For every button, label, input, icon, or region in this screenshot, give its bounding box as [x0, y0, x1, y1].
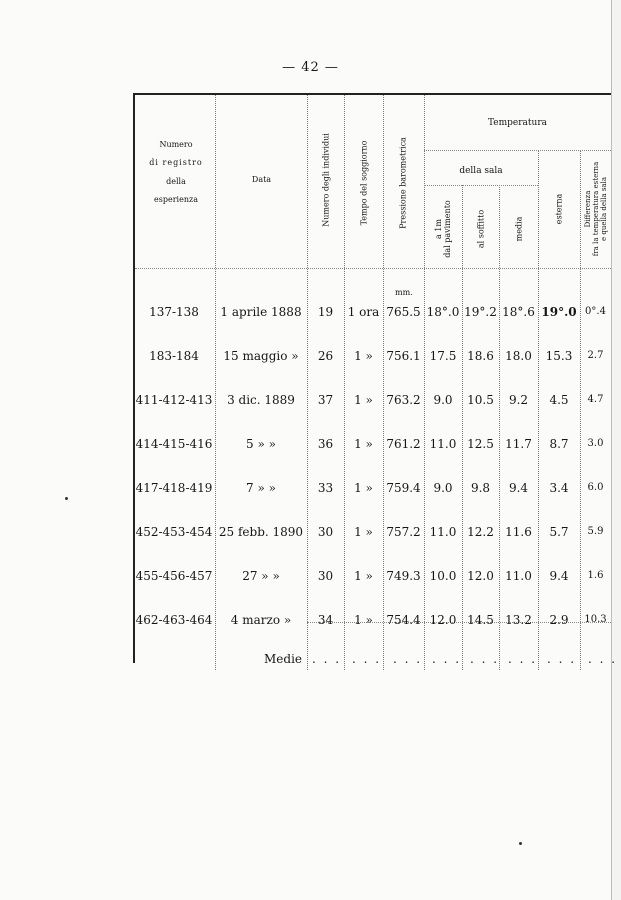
header-temperatura: Temperatura: [487, 118, 547, 128]
cell-ind: 36: [317, 437, 334, 451]
cell-soff: 12.5: [467, 437, 494, 451]
medie-label: Medie: [264, 652, 303, 666]
page-edge: [611, 0, 621, 900]
header-soggiorno: Tempo del soggiorno: [359, 140, 369, 226]
cell-data: 1 aprile 1888: [220, 305, 302, 319]
cell-registro: 452-453-454: [135, 525, 213, 539]
cell-tempo: 1 »: [354, 525, 373, 539]
cell-pav: 12.0: [429, 613, 457, 627]
cell-est: 8.7: [549, 437, 569, 451]
col-sep: [538, 150, 539, 670]
cell-media: 11.0: [505, 569, 532, 583]
unit-mm: mm.: [395, 288, 413, 297]
cell-registro: 455-456-457: [135, 569, 213, 583]
cell-media: 13.2: [505, 613, 532, 627]
cell-ind: 19: [317, 305, 334, 319]
cell-media: 18°.6: [502, 305, 535, 319]
cell-est: 4.5: [549, 393, 569, 407]
cell-est: 19°.0: [541, 305, 577, 319]
cell-soff: 9.8: [470, 481, 491, 495]
header-registro: [137, 136, 215, 210]
header-line: della: [166, 176, 186, 186]
medie-dots: . . .: [470, 652, 500, 666]
cell-ind: 34: [317, 613, 334, 627]
header-della-sala: della sala: [459, 166, 503, 176]
header-line: Differenza: [583, 190, 592, 228]
medie-dots: . . .: [352, 652, 382, 666]
header-line: a 1m: [433, 219, 443, 239]
cell-soff: 10.5: [467, 393, 494, 407]
cell-media: 9.4: [508, 481, 529, 495]
cell-soff: 14.5: [467, 613, 494, 627]
cell-pav: 9.0: [433, 393, 453, 407]
header-esterna: esterna: [554, 193, 564, 225]
header-pressione: Pressione barometrica: [398, 137, 408, 229]
cell-registro: 417-418-419: [135, 481, 213, 495]
cell-diff: 5.9: [587, 526, 604, 537]
medie-dots: . . .: [393, 652, 423, 666]
cell-press: 754.4: [386, 613, 421, 627]
header-line: fra la temperatura esterna: [591, 161, 600, 257]
cell-est: 9.4: [549, 569, 569, 583]
header-rule: [424, 150, 611, 151]
cell-pav: 10.0: [429, 569, 457, 583]
header-line: Numero: [159, 140, 193, 149]
cell-pav: 18°.0: [426, 305, 460, 319]
cell-diff: 10.3: [584, 614, 607, 625]
medie-dots: . . .: [508, 652, 538, 666]
cell-tempo: 1 ora: [347, 305, 380, 319]
cell-diff: 1.6: [587, 570, 604, 581]
col-sep: [499, 185, 500, 670]
cell-registro: 462-463-464: [135, 613, 213, 627]
cell-pav: 9.0: [433, 481, 453, 495]
cell-diff: 2.7: [587, 350, 604, 361]
cell-ind: 26: [317, 349, 334, 363]
cell-registro: 414-415-416: [135, 437, 213, 451]
table-row: [133, 610, 611, 630]
header-pavimento: [434, 200, 452, 257]
cell-press: 756.1: [386, 349, 421, 363]
cell-data: 4 marzo »: [230, 613, 292, 627]
cell-registro: 411-412-413: [135, 393, 213, 407]
header-rule: [424, 185, 538, 186]
cell-tempo: 1 »: [354, 613, 373, 627]
header-soffitto: al soffitto: [476, 209, 486, 249]
table-row: [133, 478, 611, 498]
cell-diff: 4.7: [587, 394, 604, 405]
table-row: [133, 522, 611, 542]
header-differenza: [584, 162, 608, 257]
cell-press: 763.2: [386, 393, 421, 407]
cell-data: 5 » »: [246, 437, 276, 451]
cell-data: 15 maggio »: [223, 349, 299, 363]
header-line: dal pavimento: [443, 200, 452, 258]
cell-diff: 3.0: [587, 438, 604, 449]
paper-speck: [65, 497, 68, 500]
header-line: esperienza: [154, 195, 198, 205]
medie-dots: . . .: [312, 652, 342, 666]
cell-registro: 137-138: [149, 305, 199, 319]
cell-est: 15.3: [545, 349, 573, 363]
cell-est: 3.4: [549, 481, 569, 495]
medie-dots: . . .: [432, 652, 462, 666]
cell-press: 749.3: [386, 569, 421, 583]
header-line: e quella della sala: [600, 176, 609, 242]
cell-media: 11.7: [505, 437, 532, 451]
table-top-rule: [133, 93, 611, 95]
cell-pav: 11.0: [429, 525, 457, 539]
cell-press: 759.4: [386, 481, 421, 495]
cell-soff: 12.0: [467, 569, 494, 583]
header-data: Data: [251, 175, 272, 184]
cell-soff: 19°.2: [464, 305, 497, 319]
header-media: media: [514, 216, 524, 242]
cell-tempo: 1 »: [354, 437, 373, 451]
cell-ind: 37: [317, 393, 334, 407]
cell-soff: 12.2: [467, 525, 494, 539]
cell-media: 9.2: [508, 393, 529, 407]
cell-press: 761.2: [386, 437, 421, 451]
cell-tempo: 1 »: [354, 349, 373, 363]
header-line: di registro: [149, 158, 203, 168]
cell-tempo: 1 »: [354, 393, 373, 407]
cell-data: 3 dic. 1889: [227, 393, 295, 407]
table-row: [133, 434, 611, 454]
cell-pav: 11.0: [429, 437, 457, 451]
table-row: [133, 346, 611, 366]
cell-ind: 33: [317, 481, 334, 495]
page-number: — 42 —: [282, 60, 339, 75]
medie-dots: . . .: [588, 652, 618, 666]
cell-ind: 30: [317, 569, 334, 583]
col-sep: [462, 185, 463, 670]
cell-press: 765.5: [386, 305, 421, 319]
medie-dots: . . .: [547, 652, 577, 666]
cell-est: 5.7: [549, 525, 569, 539]
cell-ind: 30: [317, 525, 334, 539]
cell-data: 25 febb. 1890: [218, 525, 304, 539]
col-sep: [580, 150, 581, 670]
cell-media: 11.6: [505, 525, 532, 539]
cell-tempo: 1 »: [354, 481, 373, 495]
cell-data: 7 » »: [246, 481, 276, 495]
cell-pav: 17.5: [429, 349, 457, 363]
cell-soff: 18.6: [467, 349, 494, 363]
table-row: [133, 302, 611, 322]
table-row: [133, 390, 611, 410]
cell-registro: 183-184: [149, 349, 199, 363]
cell-media: 18.0: [505, 349, 532, 363]
cell-diff: 0°.4: [585, 306, 606, 317]
paper-speck: [519, 842, 522, 845]
cell-est: 2.9: [549, 613, 569, 627]
header-rule: [135, 268, 611, 269]
cell-tempo: 1 »: [354, 569, 373, 583]
header-individui: Numero degli individui: [321, 133, 331, 227]
cell-press: 757.2: [386, 525, 421, 539]
cell-data: 27 » »: [242, 569, 280, 583]
table-row: [133, 566, 611, 586]
cell-diff: 6.0: [587, 482, 604, 493]
